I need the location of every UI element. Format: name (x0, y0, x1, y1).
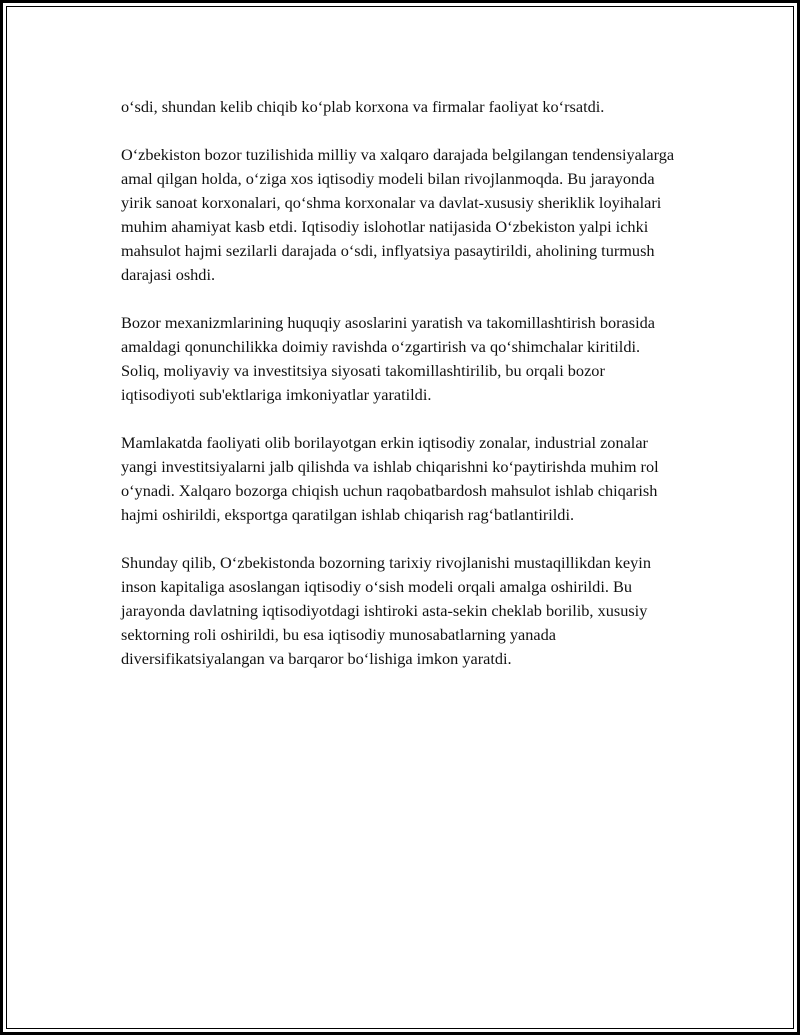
paragraph-3: Bozor mexanizmlarining huquqiy asoslarini yaratish va takomillashtirish borasida amaldagi qonunchilikka doimiy ravishda o‘zgartirish va qo‘shimchalar kiritildi. Soliq, moliyaviy va investitsiya siyosati takomillashtirilib, bu orqali bozor iqtisodiyoti sub'ektlariga imkoniyatlar yaratildi. (121, 313, 655, 404)
document-body (121, 95, 681, 695)
paragraph-2: O‘zbekiston bozor tuzilishida milliy va xalqaro darajada belgilangan tendensiyalarga amal qilgan holda, o‘ziga xos iqtisodiy modeli bilan rivojlanmoqda. Bu jarayonda yirik sanoat korxonalari, qo‘shma korxonalar va davlat-xususiy sheriklik loyihalari muhim ahamiyat kasb etdi. Iqtisodiy islohotlar natijasida O‘zbekiston yalpi ichki mahsulot hajmi sezilarli darajada o‘sdi, inflyatsiya pasaytirildi, aholining turmush darajasi oshdi. (121, 145, 675, 284)
paragraph-4: Mamlakatda faoliyati olib borilayotgan erkin iqtisodiy zonalar, industrial zonalar yangi investitsiyalarni jalb qilishda va ishlab chiqarishni ko‘paytirishda muhim rol o‘ynadi. Xalqaro bozorga chiqish uchun raqobatbardosh mahsulot ishlab chiqarish hajmi oshirildi, eksportga qaratilgan ishlab chiqarish rag‘batlantirildi. (121, 433, 659, 524)
paragraph-5: Shunday qilib, O‘zbekistonda bozorning tarixiy rivojlanishi mustaqillikdan keyin inson kapitaliga asoslangan iqtisodiy o‘sish modeli orqali amalga oshirildi. Bu jarayonda davlatning iqtisodiyotdagi ishtiroki asta-sekin cheklab borilib, xususiy sektorning roli oshirildi, bu esa iqtisodiy munosabatlarning yanada diversifikatsiyalangan va barqaror bo‘lishiga imkon yaratdi. (121, 553, 651, 668)
paragraph-1: o‘sdi, shundan kelib chiqib ko‘plab korxona va firmalar faoliyat ko‘rsatdi. (121, 97, 605, 116)
